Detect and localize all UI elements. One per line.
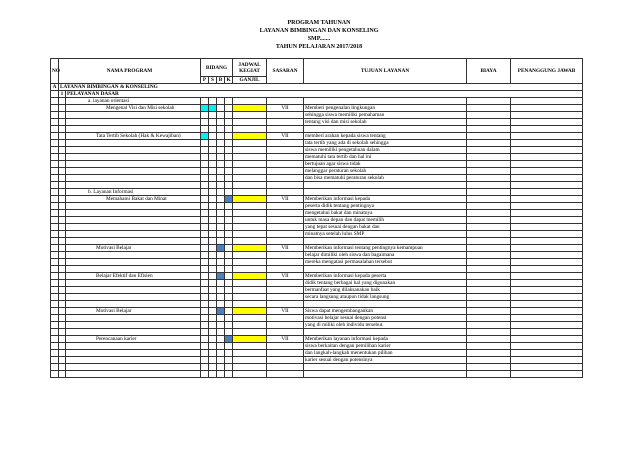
jadwal-cell [233, 105, 267, 112]
blank-row [51, 364, 583, 371]
jadwal-cell [233, 133, 267, 140]
col-no: NO [51, 59, 59, 84]
col-program: NAMA PROGRAM [59, 59, 201, 84]
tujuan-text: mereka mengatasi permasalahan tersebut [304, 259, 467, 266]
program-detail-row [51, 350, 583, 357]
bidang-cell [209, 273, 217, 280]
bidang-cell [225, 105, 233, 112]
sasaran-value: VII [267, 196, 304, 203]
bidang-cell [217, 273, 225, 280]
bidang-cell [225, 245, 233, 252]
school-name: SMP....... [307, 36, 331, 42]
program-row [51, 308, 583, 315]
bidang-cell [217, 196, 225, 203]
tujuan-text: Siswa dapat mengembangankan [304, 308, 467, 315]
program-detail-row [51, 252, 583, 259]
program-row [51, 105, 583, 112]
col-jadwal: JADWAL KEGIAT [233, 59, 267, 77]
tujuan-text: Memberikan informasi kepada [304, 196, 467, 203]
col-tujuan: TUJUAN LAYANAN [304, 59, 467, 84]
sasaran-value: VII [267, 273, 304, 280]
jadwal-cell [233, 273, 267, 280]
col-biaya: BIAYA [467, 59, 511, 84]
tujuan-text: Memberikan informasi tentang pentingnya kemampuan [304, 245, 467, 252]
program-detail-row [51, 119, 583, 126]
program-detail-row [51, 210, 583, 217]
sasaran-value: VII [267, 245, 304, 252]
bidang-cell [217, 308, 225, 315]
tujuan-text: Memberi pengenalan lingkungan [304, 105, 467, 112]
jadwal-cell [233, 336, 267, 343]
program-detail-row [51, 231, 583, 238]
program-name: Mengenal Visi dan Misi sekolah [66, 105, 201, 112]
tujuan-text: tata tertib yang ada di sekolah sehingga [304, 140, 467, 147]
program-detail-row [51, 140, 583, 147]
program-detail-row [51, 168, 583, 175]
blank-row [51, 126, 583, 133]
tujuan-text: tentang visi dan misi sekolah [304, 119, 467, 126]
sasaran-value: VII [267, 105, 304, 112]
jadwal-cell [233, 245, 267, 252]
program-row [51, 336, 583, 343]
bidang-cell [225, 308, 233, 315]
tujuan-text: secara langsung ataupun tidak langsung [304, 294, 467, 301]
tujuan-text: yang tepat sesuai dengan bakat dan [304, 224, 467, 231]
header-row [51, 59, 583, 77]
program-name: Belajar Efektif dan Efisien [66, 273, 201, 280]
col-pj: PENANGGUNG JAWAB [511, 59, 583, 84]
program-detail-row [51, 147, 583, 154]
program-detail-row [51, 161, 583, 168]
col-bidang-b: B [217, 77, 225, 84]
program-detail-row [51, 259, 583, 266]
program-detail-row [51, 203, 583, 210]
blank-row [51, 329, 583, 336]
tujuan-text: minatnya setelah lulus SMP [304, 231, 467, 238]
program-row [51, 133, 583, 140]
subsection-title: PELAYANAN DASAR [66, 91, 583, 98]
blank-row [51, 301, 583, 308]
col-sasaran: SASARAN [267, 59, 304, 84]
program-detail-row [51, 112, 583, 119]
jadwal-cell [233, 308, 267, 315]
subsection-number: 1 [59, 91, 66, 98]
bidang-cell [201, 245, 209, 252]
bidang-cell [209, 105, 217, 112]
program-name: Motivasi Belajar [66, 308, 201, 315]
tujuan-text: motivasi belajar sesuai dengan potensi [304, 315, 467, 322]
program-row [51, 245, 583, 252]
tujuan-text: karier sesuai dengan potensinya [304, 357, 467, 364]
sasaran-value: VII [267, 308, 304, 315]
bidang-cell [225, 196, 233, 203]
section-letter: A [51, 84, 59, 91]
col-bidang-p: P [201, 77, 209, 84]
program-detail-row [51, 322, 583, 329]
tujuan-text: belajar dimiliki oleh siswa dan bagaimana [304, 252, 467, 259]
sub-heading-row [51, 98, 583, 105]
program-name: Tata Tertib Sekolah (Hak & Kewajiban) [66, 133, 201, 140]
blank-row [51, 182, 583, 189]
program-detail-row [51, 175, 583, 182]
tujuan-text: dan langkah-langkah menentukan pilihan [304, 350, 467, 357]
tujuan-text: siswa berkaitan dengan pemilihan karier [304, 343, 467, 350]
program-detail-row [51, 343, 583, 350]
sub-heading: b. Layanan Informasi [66, 189, 201, 196]
tujuan-text: didik tentang berbagai hal yang digunakan [304, 280, 467, 287]
program-name: Motivasi Belajar [66, 245, 201, 252]
bidang-cell [217, 245, 225, 252]
program-detail-row [51, 280, 583, 287]
col-bidang: BIDANG [201, 59, 233, 77]
tujuan-text: yang di miliki oleh individu tersebut. [304, 322, 467, 329]
bidang-cell [209, 336, 217, 343]
tujuan-text: Memberikan layanan informasi kepada [304, 336, 467, 343]
tujuan-text: dan bisa mematuhi peraturan sekolah [304, 175, 467, 182]
program-detail-row [51, 217, 583, 224]
bidang-cell [201, 133, 209, 140]
bidang-cell [217, 133, 225, 140]
bidang-cell [225, 336, 233, 343]
tujuan-text: untuk masa depan dan dapat memilih [304, 217, 467, 224]
sub-heading-row [51, 189, 583, 196]
program-detail-row [51, 315, 583, 322]
bidang-cell [225, 133, 233, 140]
col-bidang-s: S [209, 77, 217, 84]
bidang-cell [209, 133, 217, 140]
bidang-cell [201, 273, 209, 280]
tujuan-text: peserta didik tentang pentingnya [304, 203, 467, 210]
bidang-cell [217, 336, 225, 343]
bidang-cell [209, 308, 217, 315]
col-bidang-k: K [226, 77, 231, 83]
program-detail-row [51, 154, 583, 161]
tujuan-text: sehingga siswa memiliki pemahaman [304, 112, 467, 119]
blank-row [51, 371, 583, 378]
doc-title: PROGRAM TAHUNAN [287, 20, 351, 26]
program-row [51, 273, 583, 280]
sasaran-value: VII [267, 336, 304, 343]
sub-heading: a. layanan orientasi [66, 98, 201, 105]
blank-row [51, 266, 583, 273]
bidang-cell [225, 273, 233, 280]
program-table [50, 58, 583, 378]
program-detail-row [51, 357, 583, 364]
tujuan-text: Memberikan informasi kepada peserta [304, 273, 467, 280]
bidang-cell [209, 245, 217, 252]
bidang-cell [201, 308, 209, 315]
doc-subtitle: LAYANAN BIMBINGAN DAN KONSELING [259, 28, 379, 34]
blank-row [51, 238, 583, 245]
col-ganjil: GANJIL [233, 77, 267, 84]
program-row [51, 196, 583, 203]
bidang-cell [209, 196, 217, 203]
program-name: Memahami Bakat dan Minat [66, 196, 201, 203]
tujuan-text: melanggar peraturan sekolah [304, 168, 467, 175]
sasaran-value: VII [267, 133, 304, 140]
section-row [51, 84, 583, 91]
bidang-cell [201, 105, 209, 112]
subsection-row [51, 91, 583, 98]
tujuan-text: siswa memiliki pengetahuan dalam [304, 147, 467, 154]
bidang-cell [201, 336, 209, 343]
program-detail-row [51, 287, 583, 294]
program-name: Perencanaan karier [66, 336, 201, 343]
tujuan-text: bertujuan agar siswa tidak [304, 161, 467, 168]
bidang-cell [217, 105, 225, 112]
academic-year: TAHUN PELAJARAN 2017/2018 [275, 44, 363, 50]
program-detail-row [51, 294, 583, 301]
jadwal-cell [233, 196, 267, 203]
tujuan-text: mematuhi tata tertib dan hal ini [304, 154, 467, 161]
tujuan-text: memberi arahan kepada siswa tentang [304, 133, 467, 140]
program-detail-row [51, 224, 583, 231]
tujuan-text: bermanfaat yang dilaksanakan baik [304, 287, 467, 294]
tujuan-text: mengetahui bakat dan minatnya [304, 210, 467, 217]
bidang-cell [201, 196, 209, 203]
section-title: LAYANAN BIMBINGAN & KONSELING [59, 84, 583, 91]
